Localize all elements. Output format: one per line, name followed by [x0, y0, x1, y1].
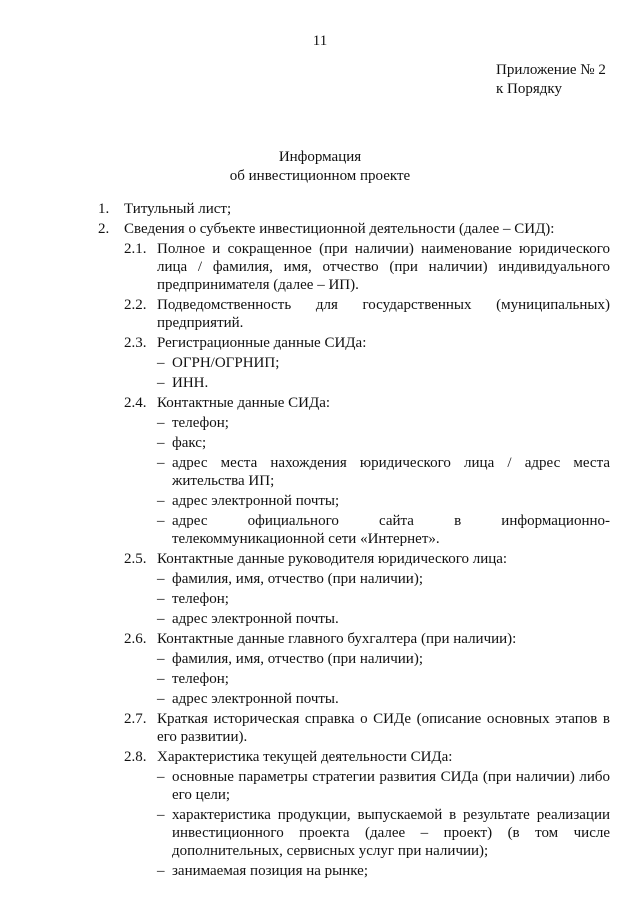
title-line-1: Информация	[278, 149, 362, 165]
bullet-marker: –	[157, 571, 165, 587]
item-text: основные параметры стратегии развития СИДа (при наличии) либо его цели;	[172, 769, 610, 803]
appendix-line-2: к Порядку	[496, 81, 562, 97]
bullet-marker: –	[157, 355, 165, 371]
list-item	[0, 220, 640, 238]
item-number: 2.1.	[124, 241, 147, 257]
bullet-item	[0, 768, 610, 804]
bullet-marker: –	[157, 769, 165, 785]
item-number: 2.3.	[124, 335, 147, 351]
bullet-marker: –	[157, 651, 165, 667]
item-text: адрес электронной почты.	[172, 611, 339, 627]
bullet-marker: –	[157, 863, 165, 879]
item-text: телефон;	[172, 591, 229, 607]
item-text: адрес места нахождения юридического лица / адрес места жительства ИП;	[172, 455, 610, 489]
item-text: Контактные данные руководителя юридического лица:	[157, 551, 508, 567]
bullet-marker: –	[157, 611, 165, 627]
list-item	[0, 296, 610, 332]
item-text: Регистрационные данные СИДа:	[157, 335, 367, 351]
list-item	[0, 200, 640, 218]
item-text: Характеристика текущей деятельности СИДа:	[157, 749, 453, 765]
bullet-item	[0, 650, 610, 668]
appendix-line-1: Приложение № 2	[496, 62, 606, 78]
bullet-item	[0, 690, 610, 708]
bullet-item	[0, 806, 610, 860]
item-text: характеристика продукции, выпускаемой в результате реализации инвестиционного проекта (далее – проект) (в том числе дополнительных, сервисных услуг при наличии);	[172, 807, 610, 859]
bullet-item	[0, 454, 610, 490]
bullet-marker: –	[157, 455, 165, 471]
item-number: 2.4.	[124, 395, 147, 411]
bullet-item	[0, 492, 610, 510]
bullet-item	[0, 670, 610, 688]
page-number: 11	[312, 33, 328, 49]
item-text: Контактные данные СИДа:	[157, 395, 331, 411]
bullet-item	[0, 414, 610, 432]
bullet-item	[0, 374, 610, 392]
appendix-note	[496, 61, 606, 99]
bullet-item	[0, 590, 610, 608]
item-number: 2.2.	[124, 297, 147, 313]
list-item	[0, 630, 610, 648]
item-text: Полное и сокращенное (при наличии) наименование юридического лица / фамилия, имя, отчество (при наличии) индивидуального предпринимателя (далее – ИП).	[157, 241, 610, 293]
item-text: фамилия, имя, отчество (при наличии);	[172, 571, 423, 587]
item-text: Сведения о субъекте инвестиционной деятельности (далее – СИД):	[124, 221, 555, 237]
document-title	[0, 148, 640, 186]
item-text: телефон;	[172, 671, 229, 687]
bullet-marker: –	[157, 591, 165, 607]
list-item	[0, 334, 610, 352]
list-item	[0, 240, 610, 294]
bullet-item	[0, 354, 610, 372]
item-text: факс;	[172, 435, 207, 451]
bullet-marker: –	[157, 415, 165, 431]
bullet-marker: –	[157, 375, 165, 391]
item-text: Подведомственность для государственных (муниципальных) предприятий.	[157, 297, 610, 331]
bullet-item	[0, 570, 610, 588]
bullet-item	[0, 434, 610, 452]
bullet-marker: –	[157, 691, 165, 707]
item-number: 1.	[98, 201, 110, 217]
item-text: Краткая историческая справка о СИДе (описание основных этапов в его развитии).	[157, 711, 610, 745]
bullet-marker: –	[157, 435, 165, 451]
bullet-marker: –	[157, 807, 165, 823]
bullet-marker: –	[157, 513, 165, 529]
item-text: адрес электронной почты.	[172, 691, 339, 707]
bullet-item	[0, 610, 610, 628]
list-item	[0, 550, 610, 568]
bullet-item	[0, 862, 610, 880]
item-text: Контактные данные главного бухгалтера (при наличии):	[157, 631, 517, 647]
bullet-item	[0, 512, 610, 548]
item-text: Титульный лист;	[124, 201, 232, 217]
bullet-marker: –	[157, 671, 165, 687]
list-item	[0, 394, 610, 412]
document-body	[0, 200, 640, 882]
item-number: 2.8.	[124, 749, 147, 765]
item-number: 2.7.	[124, 711, 147, 727]
list-item	[0, 710, 610, 746]
item-text: ОГРН/ОГРНИП;	[172, 355, 280, 371]
item-text: ИНН.	[172, 375, 209, 391]
title-line-2: об инвестиционном проекте	[229, 168, 411, 184]
item-text: телефон;	[172, 415, 229, 431]
item-number: 2.	[98, 221, 110, 237]
item-text: адрес электронной почты;	[172, 493, 340, 509]
item-number: 2.6.	[124, 631, 147, 647]
list-item	[0, 748, 610, 766]
bullet-marker: –	[157, 493, 165, 509]
item-text: фамилия, имя, отчество (при наличии);	[172, 651, 423, 667]
item-text: адрес официального сайта в информационно-телекоммуникационной сети «Интернет».	[172, 513, 610, 547]
item-text: занимаемая позиция на рынке;	[172, 863, 369, 879]
item-number: 2.5.	[124, 551, 147, 567]
